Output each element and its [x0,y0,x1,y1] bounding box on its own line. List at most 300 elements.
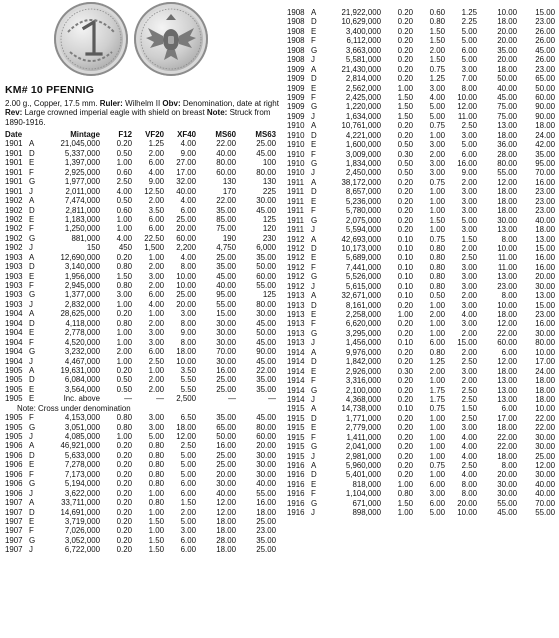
cell-xf40: 2.50 [461,385,477,395]
table-row [287,414,557,423]
cell-year: 1909 [287,74,305,84]
cell-vf20: 3.00 [148,271,164,281]
table-row [287,102,557,111]
cell-ms60: 45.00 [497,508,517,518]
cell-ms60: 18.00 [497,64,517,74]
cell-mintage: 1,634,000 [345,111,381,121]
cell-xf40: 40.00 [176,186,196,196]
cell-ms60: 22.00 [497,432,517,442]
cell-mint: F [311,92,316,102]
cell-mintage: 28,625,000 [60,309,100,319]
cell-vf20: 0.80 [148,479,164,489]
cell-f12: 0.20 [397,36,413,46]
cell-f12: 0.20 [116,526,132,536]
cell-ms63: 125 [262,214,276,224]
cell-mintage: 1,600,000 [345,140,381,150]
cell-ms63: 15.00 [535,300,555,310]
cell-ms63: 50.00 [535,83,555,93]
cell-vf20: 1.50 [148,545,164,555]
table-row [287,131,557,140]
cell-vf20: 22.50 [144,233,164,243]
table-row [287,253,557,262]
col-header-xf40: XF40 [177,130,196,139]
cell-mintage: 1,977,000 [64,177,100,187]
cell-mint: D [29,507,35,517]
cell-ms60: 65.00 [216,422,236,432]
cell-vf20: 1.50 [429,36,445,46]
cell-mintage: 5,581,000 [345,55,381,65]
cell-mint: A [29,365,35,375]
table-row [5,413,280,422]
cell-mint: E [29,271,35,281]
cell-mintage: 2,562,000 [345,83,381,93]
cell-f12: 0.20 [397,423,413,433]
cell-year: 1914 [287,366,305,376]
cell-f12: 0.60 [116,167,132,177]
table-row [287,84,557,93]
table-row [287,442,557,451]
cell-vf20: 0.80 [429,262,445,272]
ruler-value: Wilhelm II [122,99,163,108]
table-row [5,451,280,460]
cell-f12: 450 [118,243,132,253]
cell-ms63: 15.00 [535,8,555,17]
cell-ms60: 12.00 [216,498,236,508]
cell-ms60: 75.00 [497,111,517,121]
col-header-f12: F12 [118,130,132,139]
cell-vf20: 0.75 [429,64,445,74]
cell-mint: D [311,187,317,197]
cell-mint: J [311,394,315,404]
cell-year: 1913 [287,328,305,338]
cell-f12: 0.20 [397,413,413,423]
cell-vf20: 0.80 [429,253,445,263]
cell-ms63: 10.00 [535,347,555,357]
cell-mint: E [29,158,35,168]
cell-ms63: 30.00 [535,281,555,291]
cell-xf40: 16.00 [457,159,477,168]
cell-mint: J [29,356,33,366]
cell-xf40: 6.00 [461,149,477,159]
cell-year: 1912 [287,262,305,272]
cell-year: 1916 [287,498,305,508]
cell-ms63: 20.00 [535,272,555,282]
cell-xf40: 3.00 [461,130,477,140]
cell-mint: A [311,461,317,470]
cell-mint: E [311,196,317,206]
cell-mintage: 6,722,000 [64,545,100,555]
cell-vf20: 3.00 [429,489,445,499]
cell-vf20: 0.80 [429,272,445,282]
cell-ms60: 18.00 [216,545,236,555]
cell-year: 1915 [287,432,305,442]
cell-year: 1908 [287,36,305,46]
cell-f12: 0.50 [397,159,413,168]
table-row [287,433,557,442]
table-row [287,272,557,281]
cell-ms63: 35.00 [256,535,276,545]
cell-vf20: 4.00 [429,92,445,102]
cell-xf40: 4.00 [461,442,477,452]
cell-f12: 0.50 [116,375,132,385]
cell-ms63: 24.00 [535,366,555,376]
cell-ms60: 28.00 [216,535,236,545]
cell-year: 1901 [5,186,23,196]
cell-mint: A [311,8,317,17]
cell-vf20: 6.00 [148,158,164,168]
cell-mint: D [311,74,317,84]
cell-mint: F [29,224,34,234]
table-row [5,234,280,243]
cell-vf20: 5.00 [429,111,445,121]
cell-mint: J [311,111,315,121]
table-row [287,357,557,366]
cell-ms60: 13.00 [497,385,517,395]
cell-xf40: 10.00 [457,92,477,102]
cell-ms63: 26.00 [535,26,555,36]
cell-mintage: 4,118,000 [65,318,100,328]
cell-mintage: 5,337,000 [64,148,100,158]
table-row [5,158,280,167]
cell-vf20: 2.00 [429,366,445,376]
cell-mint: G [29,290,36,300]
cell-mintage: 33,711,000 [61,498,100,508]
cell-xf40: 1.50 [461,404,477,414]
table-row [287,159,557,168]
catalog-entry-header [5,84,280,127]
cell-xf40: 5.00 [461,140,477,150]
cell-year: 1916 [287,461,305,470]
cell-mintage: 3,295,000 [345,328,381,338]
cell-ms60: 75.00 [497,102,517,112]
cell-ms63: 18.00 [535,225,555,235]
cell-f12: 1.00 [116,214,132,224]
rev-label: Rev: [5,108,23,118]
cell-year: 1912 [287,253,305,263]
table-row [287,216,557,225]
cell-ms63: 45.00 [256,205,276,215]
cell-f12: 4.00 [116,233,132,243]
cell-xf40: 20.00 [176,224,196,234]
cell-year: 1909 [287,111,305,121]
cell-xf40: 10.00 [176,281,196,290]
cell-mint: G [311,385,318,395]
cell-ms60: 55.00 [497,498,517,508]
cell-year: 1902 [5,205,23,215]
cell-ms63: 35.00 [256,252,276,262]
cell-mint: E [29,516,35,526]
cell-mintage: 2,258,000 [345,310,381,319]
cell-vf20: 1.00 [148,252,164,262]
cell-mint: E [29,394,35,404]
cell-mint: E [311,310,317,319]
cell-year: 1911 [287,225,304,235]
cell-year: 1901 [5,148,23,158]
cell-ms60: 25.00 [216,450,236,460]
cell-xf40: 2.50 [461,413,477,423]
cell-year: 1911 [287,196,304,206]
cell-vf20: 2.00 [148,148,164,158]
cell-ms60: 30.00 [497,489,517,499]
cell-ms63: 30.00 [256,469,276,479]
cell-vf20: 2.00 [148,384,164,394]
table-row [5,394,280,403]
coin-reverse-eagle-image [134,2,208,76]
cell-f12: 0.30 [397,149,413,159]
cell-mintage: 6,084,000 [64,375,100,385]
cell-year: 1912 [287,281,305,291]
cell-ms60: 16.00 [216,365,236,375]
cell-xf40: 2.50 [461,253,477,263]
cell-ms60: 12.00 [497,357,517,367]
table-row [5,385,280,394]
cell-mint: J [311,55,315,65]
col-header-ms60: MS60 [215,130,236,139]
cell-mintage: 21,045,000 [60,139,100,149]
cell-year: 1904 [5,347,23,357]
cell-mintage: 2,814,000 [345,74,381,84]
cell-year: 1911 [287,187,304,197]
table-row [287,310,557,319]
cell-ms60: 18.00 [497,206,517,216]
cell-ms60: 13.00 [497,121,517,131]
cell-xf40: 4.00 [461,432,477,442]
table-row [5,168,280,177]
cell-ms60: 40.00 [497,83,517,93]
cell-year: 1901 [5,139,23,149]
cell-f12: 0.20 [397,357,413,367]
cell-f12: 0.20 [397,121,413,131]
cell-xf40: 5.00 [461,55,477,65]
cell-vf20: 5.00 [429,102,445,112]
cell-year: 1914 [287,357,305,367]
cell-f12: 1.00 [397,479,413,489]
cell-year: 1910 [287,121,305,131]
cell-mint: E [29,384,35,394]
cell-ms60: 11.00 [497,253,517,263]
cell-ms63: 70.00 [535,498,555,508]
cell-vf20: 1,500 [144,243,164,253]
table-row [5,281,280,290]
cell-f12: 0.20 [116,365,132,375]
mintage-table-right [287,8,557,518]
cell-ms63: 23.00 [535,64,555,74]
cell-year: 1902 [5,196,23,206]
cell-ms63: 45.00 [256,356,276,366]
cell-year: 1903 [5,271,23,281]
table-row [287,499,557,508]
table-row [5,177,280,186]
cell-ms60: 18.00 [216,516,236,526]
cell-year: 1901 [5,158,23,168]
cell-f12: 0.20 [397,187,413,197]
cell-mintage: 2,425,000 [345,92,381,102]
cell-year: 1908 [287,45,305,55]
cell-ms60: 16.00 [216,441,236,451]
cell-f12: 1.50 [116,271,132,281]
cell-ms60: 18.00 [497,196,517,206]
cell-ms63: 30.00 [256,450,276,460]
cell-mintage: 1,771,000 [345,413,381,423]
cell-mint: J [311,508,315,518]
cell-vf20: 6.00 [148,214,164,224]
cell-xf40: 3.00 [180,309,196,319]
cell-xf40: 2.25 [461,17,477,27]
cell-ms63: 26.00 [535,36,555,46]
cell-f12: 0.20 [397,8,413,17]
cell-ms60: 18.00 [497,187,517,197]
table-row [287,121,557,130]
cell-ms60: 28.00 [497,149,517,159]
cell-f12: 0.20 [397,55,413,65]
cell-year: 1904 [5,337,23,347]
cell-ms60: 40.00 [216,488,236,498]
cell-ms63: 30.00 [535,432,555,442]
cell-vf20: 1.00 [429,423,445,433]
cell-ms63: 50.00 [256,328,276,338]
cell-year: 1905 [5,394,23,404]
cell-year: 1904 [5,309,23,319]
cell-ms60: — [228,394,236,404]
cell-ms60: 36.00 [497,140,517,150]
table-row [287,235,557,244]
cell-ms63: 225 [262,186,276,196]
cell-year: 1906 [5,469,23,479]
cell-xf40: 2.00 [461,243,477,253]
cell-vf20: 3.00 [148,337,164,347]
cell-mintage: 5,236,000 [345,196,381,206]
cell-vf20: 0.80 [148,469,164,479]
cell-vf20: 2.00 [148,262,164,272]
cell-ms60: 80.00 [497,159,517,168]
table-row [5,262,280,271]
cell-ms63: 90.00 [256,347,276,357]
cell-mint: F [311,36,316,46]
cell-ms63: 16.00 [535,253,555,263]
table-row [5,215,280,224]
cell-mint: D [29,205,35,215]
cell-mintage: 14,738,000 [341,404,381,414]
table-row [287,150,557,159]
cell-vf20: 9.00 [148,177,164,187]
cell-xf40: 1.50 [461,234,477,244]
cell-ms60: 25.00 [216,375,236,385]
cell-ms60: 17.00 [497,413,517,423]
table-row [287,17,557,26]
cell-f12: 0.20 [397,328,413,338]
cell-year: 1912 [287,234,305,244]
cell-f12: 1.00 [116,299,132,309]
cell-f12: 0.20 [397,215,413,225]
table-row [287,27,557,36]
cell-xf40: 8.00 [180,262,196,272]
cell-ms63: 30.00 [256,460,276,470]
table-row [287,319,557,328]
cell-xf40: 2.00 [461,376,477,386]
table-row [287,74,557,83]
cell-mintage: 5,633,000 [64,450,100,460]
cell-ms60: 55.00 [497,168,517,178]
cell-xf40: 6.00 [461,45,477,55]
cell-xf40: 2.00 [180,507,196,517]
cell-mint: A [311,121,317,131]
cell-mint: E [311,366,317,376]
table-row [287,36,557,45]
cell-vf20: 0.80 [148,450,164,460]
cell-year: 1911 [287,215,304,225]
cell-mintage: 1,397,000 [64,158,100,168]
cell-vf20: 1.50 [148,535,164,545]
cell-vf20: 1.00 [429,328,445,338]
cell-mintage: 4,520,000 [64,337,100,347]
table-row [287,244,557,253]
cell-mint: A [29,498,35,508]
cell-mint: F [311,319,316,329]
cell-vf20: 2.00 [148,196,164,206]
cell-mint: G [29,479,36,489]
cell-mintage: 5,689,000 [345,253,381,263]
cell-vf20: 6.00 [148,224,164,234]
desc-specs: 2.00 g., Copper, 17.5 mm. [5,99,100,108]
cell-vf20: 2.00 [429,310,445,319]
cell-mintage: 5,526,000 [345,272,381,282]
table-row [5,498,280,507]
cell-ms63: 40.00 [535,489,555,499]
cell-f12: 0.10 [397,291,413,301]
cell-year: 1907 [5,545,23,555]
table-row [5,479,280,488]
cell-ms60: 40.00 [216,148,236,158]
cell-year: 1915 [287,442,305,452]
cell-ms63: 16.00 [535,177,555,187]
cell-year: 1906 [5,450,23,460]
table-row [287,55,557,64]
cell-f12: 0.20 [397,64,413,74]
cell-f12: 3.00 [116,290,132,300]
cell-xf40: 5.00 [461,215,477,225]
cell-ms63: 95.00 [535,159,555,168]
cell-xf40: 15.00 [457,338,477,348]
cell-mint: D [29,262,35,272]
cell-f12: 0.10 [397,234,413,244]
cell-vf20: 0.80 [148,460,164,470]
cell-mint: G [29,177,36,187]
cell-mintage: 3,663,000 [345,45,381,55]
cell-f12: 0.20 [397,394,413,404]
cell-mint: G [311,442,318,452]
cell-mint: A [311,291,317,301]
cell-mint: G [311,328,318,338]
cell-year: 1902 [5,233,23,243]
cell-ms60: 10.00 [497,300,517,310]
cell-year: 1903 [5,290,23,300]
cell-ms60: 18.00 [497,451,517,461]
table-row [5,441,280,450]
table-row [5,139,280,148]
cell-f12: 0.20 [116,498,132,508]
table-row [287,282,557,291]
cell-xf40: 20.00 [176,299,196,309]
cell-year: 1905 [5,422,23,432]
cell-mintage: 21,922,000 [341,8,381,17]
cell-vf20: 2.00 [429,149,445,159]
cell-ms63: 55.00 [256,281,276,290]
cell-ms63: 45.00 [256,413,276,423]
cell-year: 1909 [287,64,305,74]
cell-year: 1915 [287,404,305,414]
cell-mintage: 5,194,000 [64,479,100,489]
cell-mint: G [29,233,36,243]
